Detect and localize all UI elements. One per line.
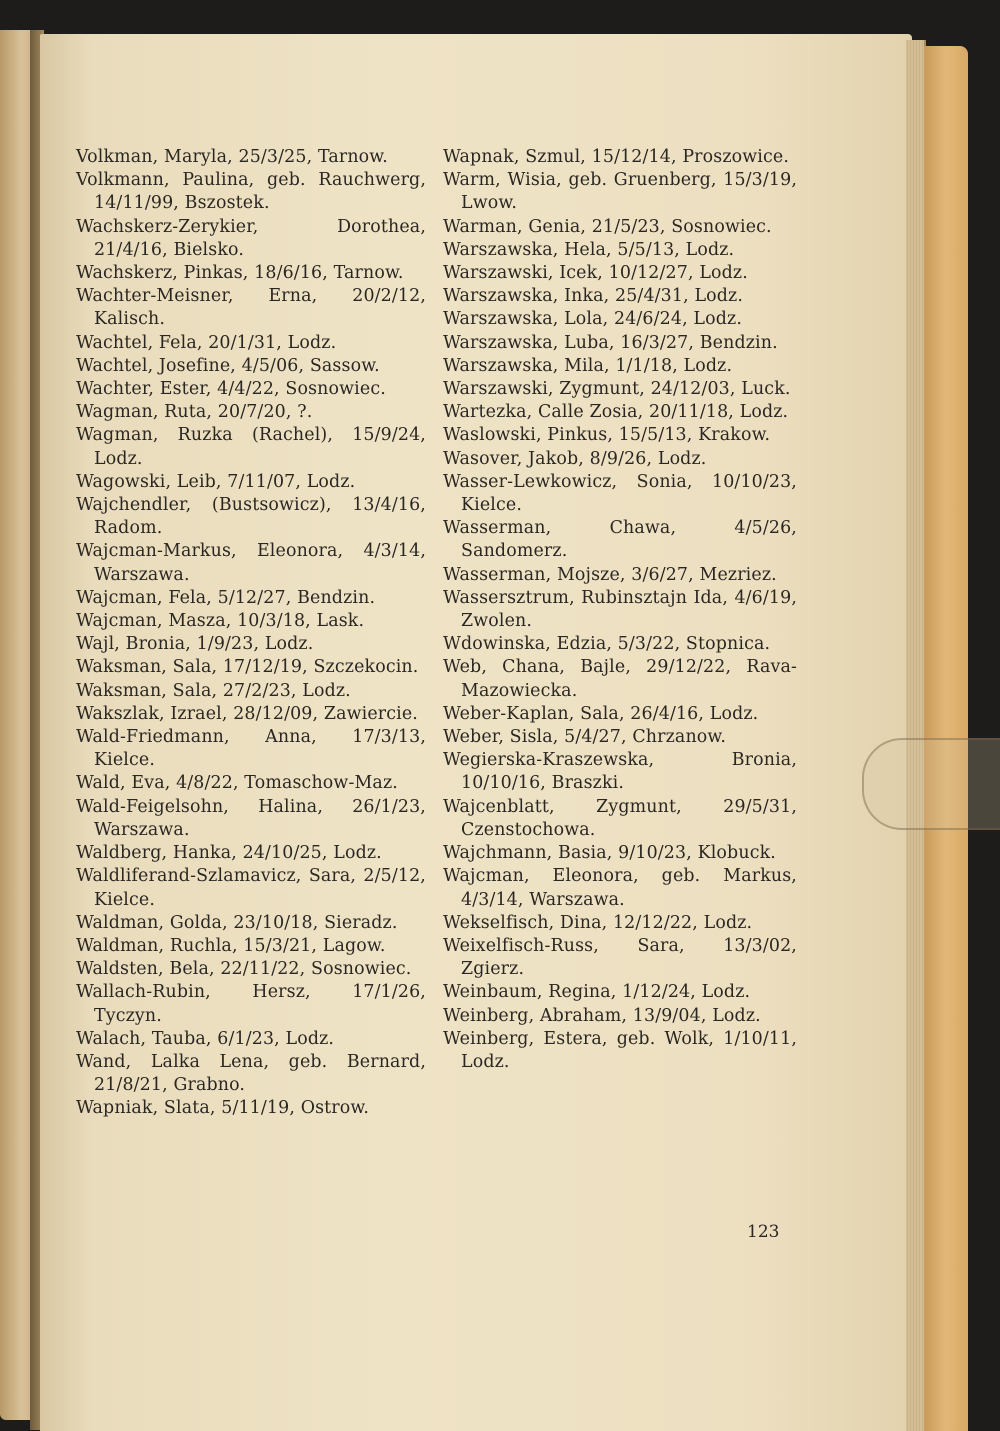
page-tab-marker <box>862 738 1000 830</box>
list-item: Warszawska, Hela, 5/5/13, Lodz. <box>443 239 735 260</box>
list-item: Wachter, Ester, 4/4/22, Sosnowiec. <box>76 379 386 400</box>
list-item: Wagman, Ruzka (Rachel), 15/9/24, Lodz. <box>76 425 426 469</box>
list-item: Wassersztrum, Rubinsztajn Ida, 4/6/19, Zwolen. <box>443 587 797 632</box>
list-item: Wald-Friedmann, Anna, 17/3/13, Kielce. <box>76 727 426 771</box>
list-item: Warszawska, Mila, 1/1/18, Lodz. <box>443 355 733 376</box>
list-item: Wachter-Meisner, Erna, 20/2/12, Kalisch. <box>76 286 426 330</box>
list-item: Waldman, Golda, 23/10/18, Sieradz. <box>76 912 398 933</box>
list-item: Wagowski, Leib, 7/11/07, Lodz. <box>76 471 356 492</box>
list-item: Wachskerz-Zerykier, Dorothea, 21/4/16, Bielsko. <box>76 216 426 260</box>
list-item: Wachskerz, Pinkas, 18/6/16, Tarnow. <box>76 263 404 284</box>
list-item: Wajchmann, Basia, 9/10/23, Klobuck. <box>443 843 776 864</box>
list-item: Walach, Tauba, 6/1/23, Lodz. <box>76 1028 335 1049</box>
list-item: Warm, Wisia, geb. Gruenberg, 15/3/19, Lwow. <box>443 170 797 214</box>
list-item: Warszawska, Inka, 25/4/31, Lodz. <box>443 286 744 307</box>
list-item: Weber, Sisla, 5/4/27, Chrzanow. <box>443 727 727 748</box>
list-item: Waksman, Sala, 27/2/23, Lodz. <box>76 680 351 701</box>
list-item: Wasserman, Chawa, 4/5/26, Sandomerz. <box>443 518 797 562</box>
list-item: Wakszlak, Izrael, 28/12/09, Zawiercie. <box>76 703 418 724</box>
list-item: Wasser-Lewkowicz, Sonia, 10/10/23, Kielce. <box>443 471 797 516</box>
page-number: 123 <box>747 1222 780 1242</box>
list-item: Wartezka, Calle Zosia, 20/11/18, Lodz. <box>443 402 789 423</box>
list-item: Volkmann, Paulina, geb. Rauchwerg, 14/11/99, Bszostek. <box>76 170 426 214</box>
list-item: Wajcman, Masza, 10/3/18, Lask. <box>76 611 365 632</box>
list-item: Weber-Kaplan, Sala, 26/4/16, Lodz. <box>443 703 759 724</box>
list-item: Wajcman, Fela, 5/12/27, Bendzin. <box>76 587 376 608</box>
list-item: Wapnak, Szmul, 15/12/14, Proszowice. <box>443 147 790 167</box>
list-item: Wegierska-Kraszewska, Bronia, 10/10/16, Braszki. <box>443 750 797 794</box>
list-item: Weinberg, Abraham, 13/9/04, Lodz. <box>443 1005 761 1026</box>
list-item: Weinberg, Estera, geb. Wolk, 1/10/11, Lodz. <box>443 1028 797 1072</box>
list-item: Waslowski, Pinkus, 15/5/13, Krakow. <box>443 425 771 446</box>
list-item: Warman, Genia, 21/5/23, Sosnowiec. <box>443 216 772 237</box>
list-item: Waldsten, Bela, 22/11/22, Sosnowiec. <box>76 959 412 980</box>
list-item: Wasserman, Mojsze, 3/6/27, Mezriez. <box>443 564 777 585</box>
list-item: Waldliferand-Szlamavicz, Sara, 2/5/12, Kielce. <box>76 866 426 910</box>
list-item: Warszawski, Zygmunt, 24/12/03, Luck. <box>443 379 791 400</box>
list-item: Wajchendler, (Bustsowicz), 13/4/16, Radom. <box>76 495 426 539</box>
list-item: Wald, Eva, 4/8/22, Tomaschow-Maz. <box>76 773 398 794</box>
list-item: Wajl, Bronia, 1/9/23, Lodz. <box>76 634 314 655</box>
list-item: Wajcenblatt, Zygmunt, 29/5/31, Czenstochowa. <box>443 796 797 840</box>
list-item: Wand, Lalka Lena, geb. Bernard, 21/8/21, Grabno. <box>76 1051 426 1096</box>
list-item: Wajcman, Eleonora, geb. Markus, 4/3/14, Warszawa. <box>443 866 797 910</box>
list-item: Wapniak, Slata, 5/11/19, Ostrow. <box>76 1098 370 1119</box>
list-item: Wallach-Rubin, Hersz, 17/1/26, Tyczyn. <box>76 982 426 1026</box>
list-item: Waldman, Ruchla, 15/3/21, Lagow. <box>76 935 386 956</box>
right-name-column <box>443 146 797 1074</box>
list-item: Wekselfisch, Dina, 12/12/22, Lodz. <box>443 912 753 933</box>
list-item: Wachtel, Fela, 20/1/31, Lodz. <box>76 332 337 353</box>
list-item: Weixelfisch-Russ, Sara, 13/3/02, Zgierz. <box>443 935 797 980</box>
list-item: Volkman, Maryla, 25/3/25, Tarnow. <box>76 147 388 167</box>
list-item: Wasover, Jakob, 8/9/26, Lodz. <box>443 448 707 469</box>
list-item: Wajcman-Markus, Eleonora, 4/3/14, Warszawa. <box>76 541 426 585</box>
list-item: Weinbaum, Regina, 1/12/24, Lodz. <box>443 982 751 1003</box>
list-item: Warszawska, Luba, 16/3/27, Bendzin. <box>443 332 778 353</box>
list-item: Wachtel, Josefine, 4/5/06, Sassow. <box>76 355 380 376</box>
list-item: Wdowinska, Edzia, 5/3/22, Stopnica. <box>443 634 771 655</box>
list-item: Waldberg, Hanka, 24/10/25, Lodz. <box>76 843 382 864</box>
list-item: Web, Chana, Bajle, 29/12/22, Rava-Mazowiecka. <box>443 657 797 701</box>
list-item: Wald-Feigelsohn, Halina, 26/1/23, Warszawa. <box>76 796 426 840</box>
left-name-column <box>76 146 426 1121</box>
list-item: Warszawski, Icek, 10/12/27, Lodz. <box>443 263 748 284</box>
list-item: Warszawska, Lola, 24/6/24, Lodz. <box>443 309 743 330</box>
page-edges <box>906 40 926 1431</box>
list-item: Waksman, Sala, 17/12/19, Szczekocin. <box>76 657 419 678</box>
list-item: Wagman, Ruta, 20/7/20, ?. <box>76 402 313 423</box>
